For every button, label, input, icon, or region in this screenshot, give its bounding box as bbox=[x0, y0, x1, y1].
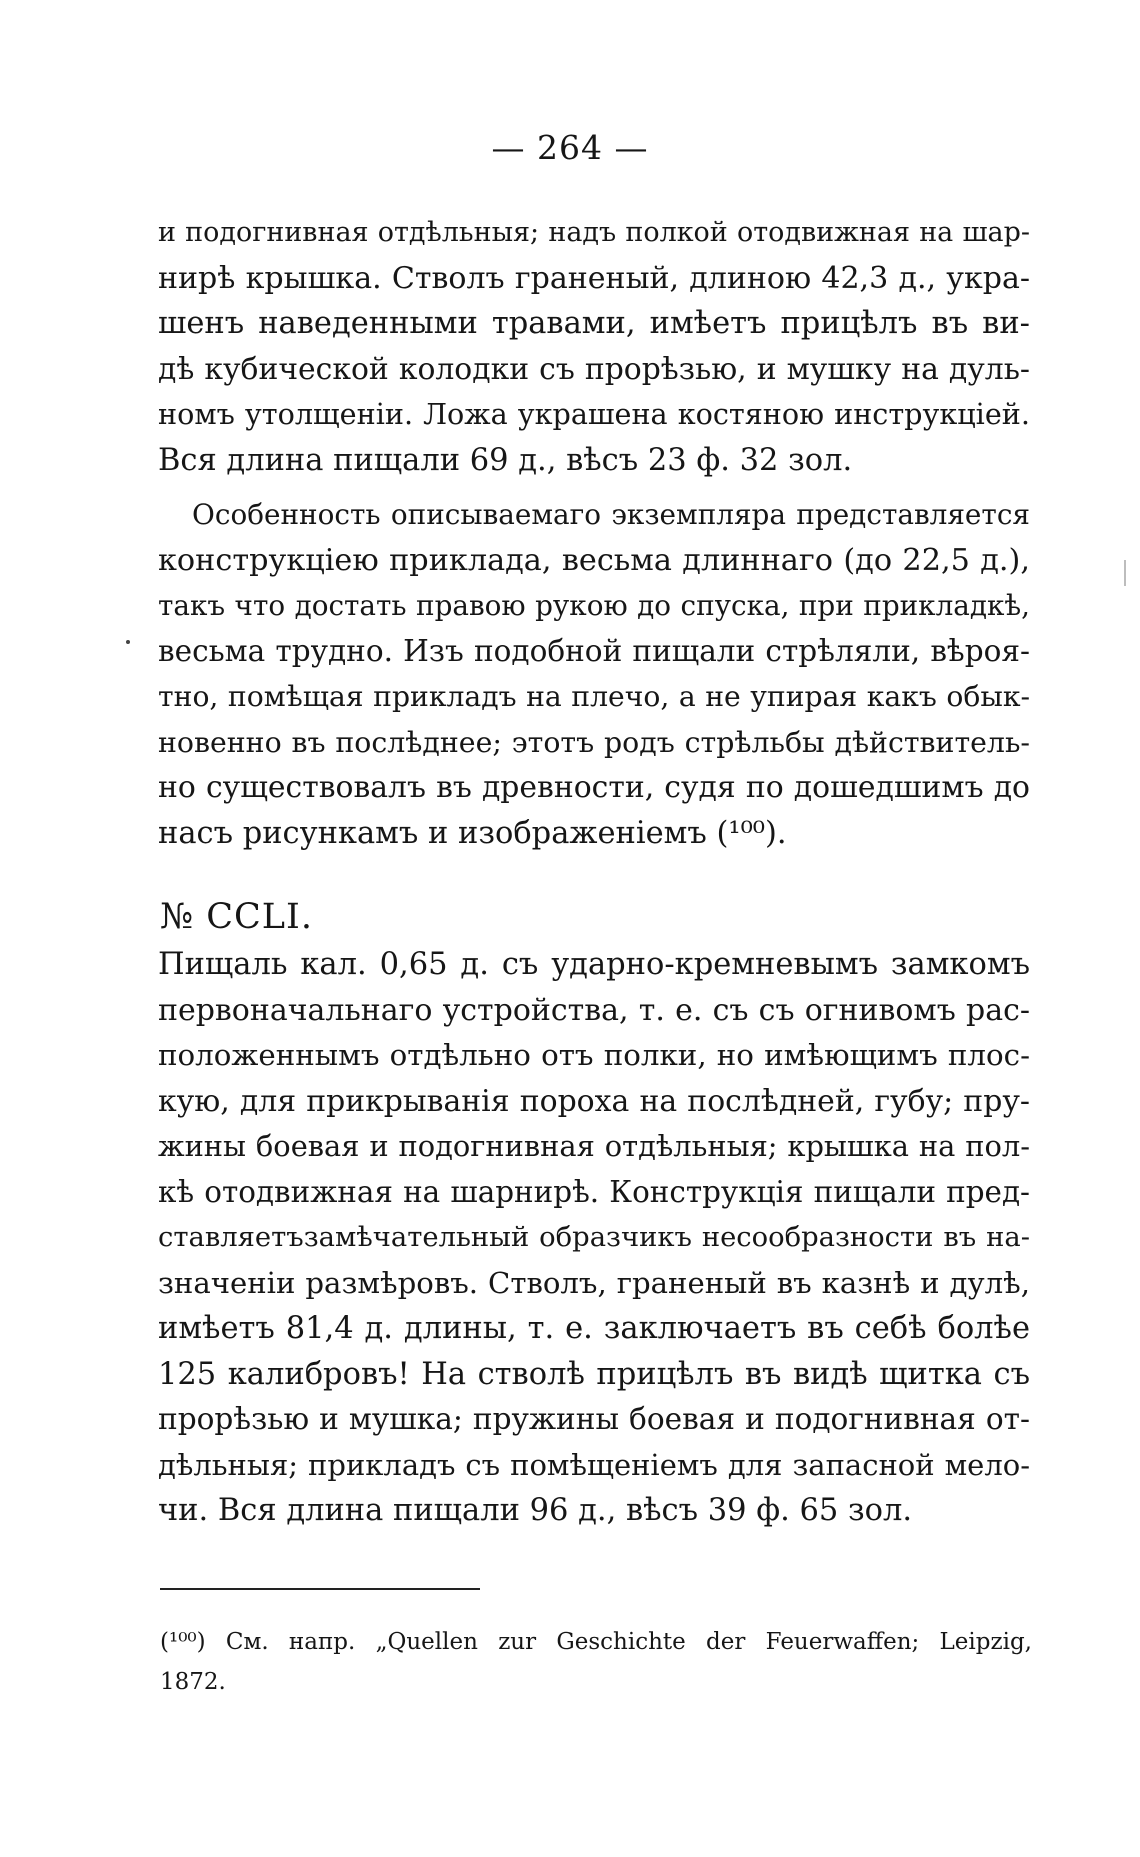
text-line: тно, помѣщая прикладъ на плечо, а не упирая какъ обык- bbox=[158, 680, 1030, 713]
section-heading: № CCLI. bbox=[160, 897, 313, 937]
text-line: такъ что достать правою рукою до спуска, при прикладкѣ, bbox=[158, 589, 1030, 622]
footnote-reference-line: насъ рисункамъ и изображенiемъ (¹⁰⁰). bbox=[158, 815, 787, 851]
footnote-divider bbox=[160, 1588, 480, 1590]
text-line: дѣ кубической колодки съ прорѣзью, и мушку на дуль- bbox=[158, 351, 1030, 387]
entry-251-description bbox=[158, 942, 1030, 1534]
continued-paragraph bbox=[158, 210, 1030, 483]
text-line: конструкцiею приклада, весьма длиннаго (до 22,5 д.), bbox=[158, 542, 1030, 578]
text-line: первоначальнаго устройства, т. е. съ съ огнивомъ рас- bbox=[158, 992, 1030, 1028]
footnote bbox=[160, 1622, 1032, 1702]
text-line: значенiи размѣровъ. Стволъ, граненый въ казнѣ и дулѣ, bbox=[158, 1265, 1030, 1300]
footnote-line: 1872. bbox=[160, 1669, 226, 1695]
text-line: весьма трудно. Изъ подобной пищали стрѣляли, вѣроя- bbox=[158, 633, 1030, 668]
text-line: кѣ отодвижная на шарнирѣ. Конструкцiя пищали пред- bbox=[158, 1174, 1030, 1209]
scan-edge-mark bbox=[1124, 560, 1126, 586]
text-line: но существовалъ въ древности, судя по дошедшимъ до bbox=[158, 770, 1030, 805]
text-line: чи. Вся длина пищали 96 д., вѣсъ 39 ф. 65 зол. bbox=[158, 1493, 913, 1528]
text-line: жины боевая и подогнивная отдѣльныя; крышка на пол- bbox=[158, 1129, 1030, 1163]
text-line: прорѣзью и мушка; пружины боевая и подогнивная от- bbox=[158, 1402, 1030, 1436]
text-line: Вся длина пищали 69 д., вѣсъ 23 ф. 32 зол. bbox=[158, 442, 853, 478]
text-line: кую, для прикрыванiя пороха на послѣдней, губу; пру- bbox=[158, 1083, 1030, 1119]
text-line: имѣетъ 81,4 д. длины, т. е. заключаетъ въ себѣ болѣе bbox=[158, 1311, 1030, 1346]
footnote-line: (¹⁰⁰) См. напр. „Quellen zur Geschichte der Feuerwaffen; Leipzig, bbox=[160, 1629, 1032, 1655]
text-line: 125 калибровъ! На стволѣ прицѣлъ въ видѣ щитка съ bbox=[158, 1356, 1030, 1392]
page-number: — 264 — bbox=[491, 128, 649, 167]
text-line: нирѣ крышка. Стволъ граненый, длиною 42,3 д., укра- bbox=[158, 260, 1030, 296]
scan-speck bbox=[126, 640, 130, 644]
text-line: шенъ наведенными травами, имѣетъ прицѣлъ въ ви- bbox=[158, 306, 1030, 341]
text-line: положеннымъ отдѣльно отъ полки, но имѣющимъ плос- bbox=[158, 1038, 1030, 1072]
text-line: новенно въ послѣднее; этотъ родъ стрѣльбы дѣйствитель- bbox=[158, 725, 1030, 759]
text-line: Пищаль кал. 0,65 д. съ ударно-кремневымъ замкомъ bbox=[158, 947, 1030, 982]
text-line: ставляетъзамѣчательный образчикъ несообразности въ на- bbox=[158, 1222, 1030, 1253]
text-line: Особенность описываемаго экземпляра представляется bbox=[192, 498, 1030, 531]
text-line: дѣльныя; прикладъ съ помѣщенiемъ для запасной мело- bbox=[158, 1447, 1030, 1482]
text-line: и подогнивная отдѣльныя; надъ полкой отодвижная на шар- bbox=[158, 217, 1030, 248]
paragraph-stock-design bbox=[158, 492, 1030, 856]
text-line: номъ утолщенiи. Ложа украшена костяною инструкцiей. bbox=[158, 397, 1030, 431]
